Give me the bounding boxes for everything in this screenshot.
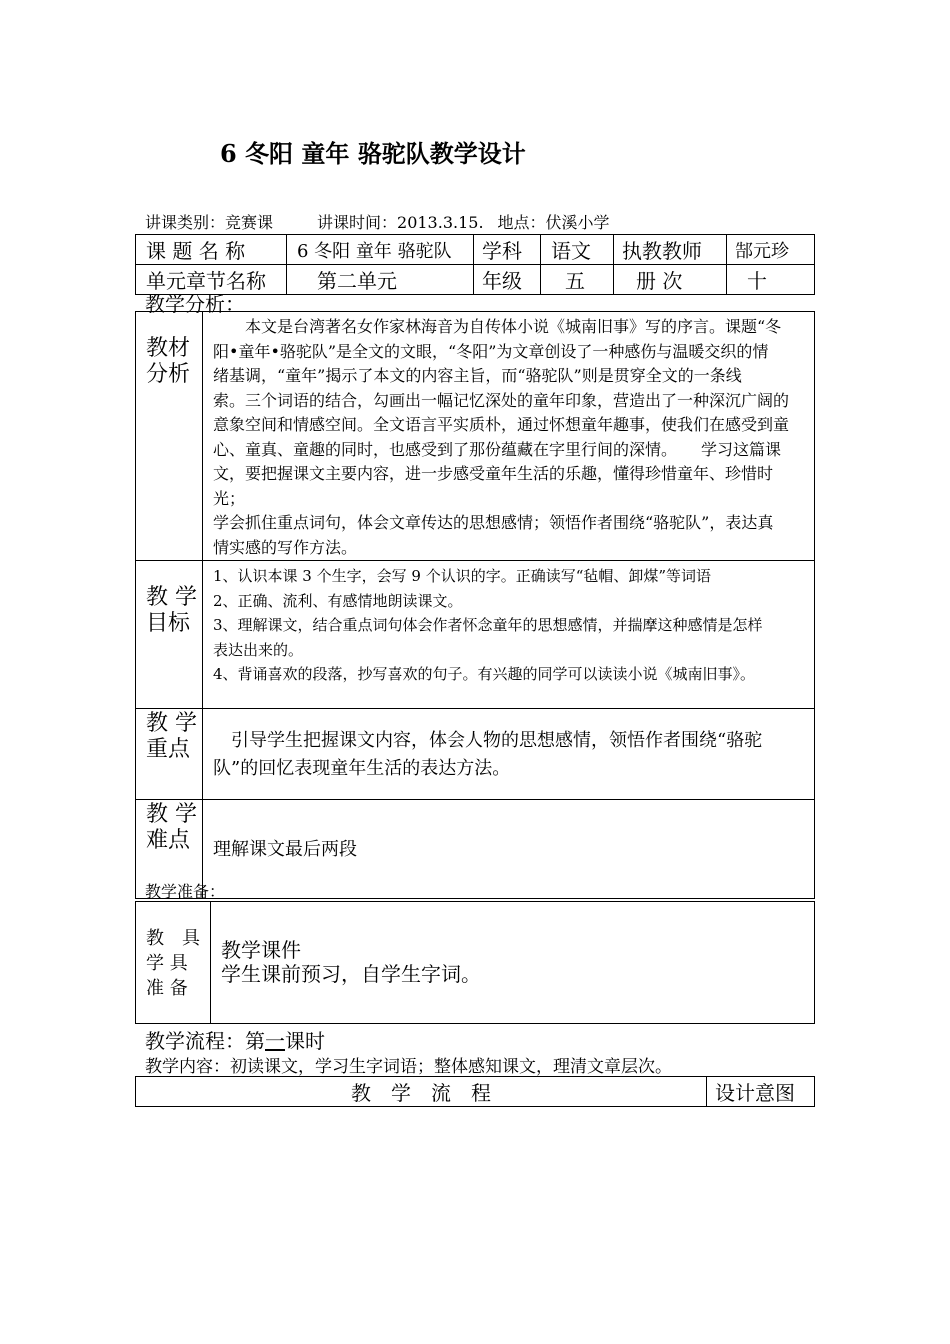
material-text: 本文是台湾著名女作家林海音为自传体小说《城南旧事》写的序言。课题“冬 阳•童年•骆驼队”是全文的文眼，“冬阳”为文章创设了一种感伤与温暖交织的情 绪基调，“童年”揭示了本文的内容主旨，而“骆驼队”则是贯穿全文的一条线 索。三个词语的结合，勾画出一幅记忆深处的童年印象，营造出了一种深沉广阔的 意象空间和情感空间。全文语言平实质朴，通过怀想童年趣事，使我们在感受到童 心、童真、童趣的同时，也感受到了那份蕴藏在字里行间的深情。 学习这篇课 文，要把握课文主要内容，进一步感受童年生活的乐趣，懂得珍惜童年、珍惜时光； 学会抓住重点词句，体会文章传达的思想感情；领悟作者围绕“骆驼队”，表达真 情实感的写作方法。: [203, 312, 815, 561]
prep-row: [136, 902, 815, 1024]
lesson-meta: [145, 210, 610, 233]
course-name-label: 课 题 名 称: [136, 235, 287, 265]
analysis-row-goals: [136, 561, 815, 709]
lesson-time: 讲课时间：2013.3.15.: [317, 213, 484, 232]
material-label: 教材 分析: [136, 312, 203, 561]
grade-label: 年级: [474, 265, 541, 295]
analysis-row-difficulty: [136, 800, 815, 899]
teacher-label: 执教教师: [614, 235, 727, 265]
analysis-heading: 教学分析：: [145, 292, 245, 316]
analysis-table: [135, 311, 815, 899]
course-name-value: 6 冬阳 童年 骆驼队: [287, 235, 474, 265]
flow-col-intent: 设计意图: [707, 1077, 815, 1107]
volume-value: 十: [727, 265, 815, 295]
teacher-value: 郜元珍: [727, 235, 815, 265]
analysis-row-material: [136, 312, 815, 561]
subject-value: 语文: [541, 235, 614, 265]
volume-label: 册 次: [614, 265, 727, 295]
goals-label: 教 学 目标: [136, 561, 203, 709]
focus-text: 引导学生把握课文内容，体会人物的思想感情，领悟作者围绕“骆驼 队”的回忆表现童年生活的表达方法。: [203, 709, 815, 800]
grade-value: 五: [541, 265, 614, 295]
flow-table: [135, 1076, 815, 1107]
prep-text: 教学课件 学生课前预习，自学生字词。: [211, 902, 815, 1024]
difficulty-label: 教 学 难点: [136, 800, 203, 899]
prep-heading: 教学准备：: [145, 882, 226, 901]
flow-heading: 教学流程：第一课时: [145, 1029, 325, 1053]
subject-label: 学科: [474, 235, 541, 265]
difficulty-text: 理解课文最后两段: [203, 800, 815, 899]
page-title: 6 冬阳 童年 骆驼队教学设计: [220, 139, 526, 168]
lesson-category: 讲课类别：竞赛课: [145, 213, 274, 232]
lesson-place: 地点：伏溪小学: [497, 213, 610, 232]
prep-label: 教 具 学 具 准 备: [136, 902, 211, 1024]
flow-content: 教学内容：初读课文，学习生字词语；整体感知课文，理清文章层次。: [145, 1057, 672, 1077]
analysis-row-focus: [136, 709, 815, 800]
info-row-1: [136, 235, 815, 265]
flow-col-process: 教 学 流 程: [136, 1077, 707, 1107]
unit-label: 单元章节名称: [136, 265, 287, 295]
focus-label: 教 学 重点: [136, 709, 203, 800]
prep-table: [135, 901, 815, 1024]
unit-value: 第二单元: [287, 265, 474, 295]
info-table: [135, 234, 815, 295]
flow-header-row: [136, 1077, 815, 1107]
goals-text: 1、认识本课 3 个生字，会写 9 个认识的字。正确读写“毡帽、卸煤”等词语 2、正确、流利、有感情地朗读课文。 3、理解课文，结合重点词句体会作者怀念童年的思想感情，并揣摩这种感情是怎样 表达出来的。 4、背诵喜欢的段落，抄写喜欢的句子。有兴趣的同学可以读读小说《城南旧事》。: [203, 561, 815, 709]
